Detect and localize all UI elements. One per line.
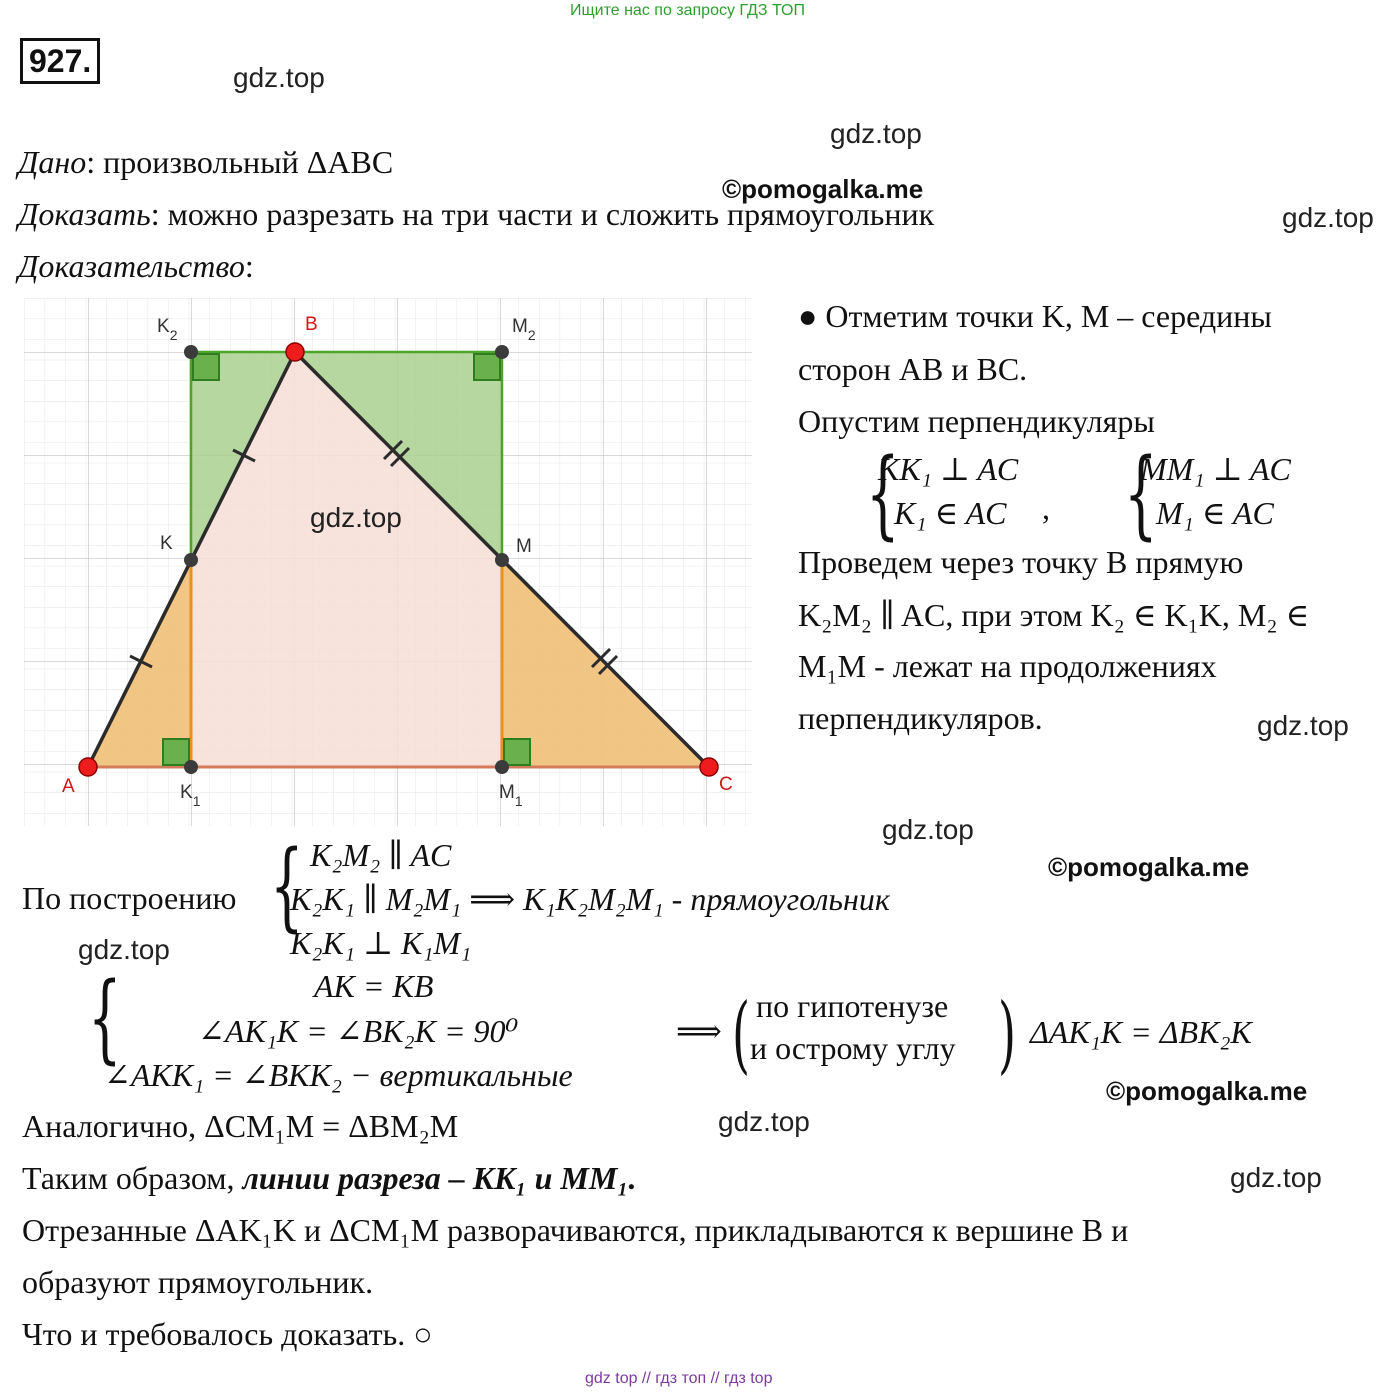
prove-line	[18, 196, 934, 233]
construction-brace: {	[270, 830, 304, 942]
label-c: C	[719, 774, 733, 795]
point-k2	[184, 345, 198, 359]
right-line-3: Опустим перпендикуляры	[798, 403, 1155, 439]
watermark-gdz: gdz.top	[1257, 710, 1349, 741]
point-c	[700, 758, 718, 776]
congruence-row-2: ∠AK₁K = ∠BK₂K = 90⁰	[198, 1013, 519, 1049]
watermark-pomogalka: ©pomogalka.me	[722, 174, 924, 204]
proof-line	[18, 248, 254, 285]
right-line-7: перпендикуляров.	[798, 700, 1043, 736]
point-k	[184, 553, 198, 567]
thus-prefix: Таким образом,	[22, 1160, 243, 1196]
system1-row2: K₁ ∈ AC	[894, 495, 1007, 531]
watermark-gdz: gdz.top	[233, 62, 325, 93]
congruence-reason-1: по гипотенузе	[756, 988, 949, 1024]
congruence-result: ΔAK₁K = ΔBK₂K	[1030, 1014, 1252, 1050]
cut-line-2: образуют прямоугольник.	[22, 1264, 374, 1300]
proof-text: :	[244, 248, 254, 284]
label-k2: $K_2$	[157, 316, 178, 343]
qed-line: Что и требовалось доказать. ○	[22, 1316, 433, 1352]
prove-label: Доказать	[18, 196, 151, 232]
label-m2: $M_2$	[512, 316, 536, 343]
given-label: Дано	[18, 144, 87, 180]
cut-line-1: Отрезанные ΔAK₁K и ΔCM₁M разворачиваются, прикладываются к вершине B и	[22, 1212, 1129, 1248]
construction-row-1: K₂M₂ ∥ AC	[310, 837, 452, 873]
paren-left: (	[732, 985, 751, 1083]
right-line-1: ● Отметим точки K, M – середины	[798, 298, 1272, 334]
congruence-row-1: AK = KB	[314, 968, 434, 1004]
system-brace-2: {	[1124, 438, 1158, 550]
watermark-gdz: gdz.top	[310, 502, 402, 533]
congruence-row-3: ∠AKK₁ = ∠BKK₂ − вертикальные	[104, 1057, 573, 1093]
construction-row-2: K₂K₁ ∥ M₂M₁ ⟹ K₁K₂M₂M₁ - прямоугольник	[290, 881, 890, 917]
watermark-gdz: gdz.top	[882, 814, 974, 845]
label-k: K	[160, 533, 173, 554]
right-line-4: Проведем через точку B прямую	[798, 544, 1244, 580]
right-line-2: сторон AB и BC.	[798, 351, 1028, 387]
system2-row2: M₁ ∈ AC	[1156, 495, 1274, 531]
congruence-reason-2: и острому углу	[750, 1030, 956, 1066]
thus-line	[22, 1160, 636, 1197]
thus-bold: линии разреза – KK₁ и MM₁.	[242, 1160, 637, 1196]
watermark-pomogalka: ©pomogalka.me	[1048, 852, 1250, 882]
watermark-gdz: gdz.top	[830, 118, 922, 149]
label-a: A	[62, 776, 75, 797]
given-text: : произвольный ΔABC	[86, 144, 394, 180]
watermark-gdz: gdz.top	[78, 934, 170, 965]
watermark-gdz: gdz.top	[718, 1106, 810, 1137]
congruence-arrow: ⟹	[676, 1013, 722, 1049]
right-angle-m2	[474, 354, 500, 380]
point-m2	[495, 345, 509, 359]
point-m1	[495, 760, 509, 774]
system2-row1: MM₁ ⊥ AC	[1140, 451, 1291, 487]
point-m	[495, 553, 509, 567]
problem-number: 927.	[20, 38, 100, 84]
watermark-gdz: gdz.top	[1230, 1162, 1322, 1193]
similar-line: Аналогично, ΔCM₁M = ΔBM₂M	[22, 1108, 459, 1144]
system-brace-1: {	[866, 438, 900, 550]
label-m: M	[516, 536, 532, 557]
paren-right: )	[998, 985, 1017, 1083]
right-line-6: M₁M - лежат на продолжениях	[798, 648, 1217, 684]
right-angle-k2	[193, 354, 219, 380]
top-banner[interactable]: Ищите нас по запросу ГДЗ ТОП	[570, 2, 805, 19]
congruence-brace: {	[88, 962, 122, 1074]
geometry-figure	[22, 293, 754, 828]
point-b	[286, 343, 304, 361]
label-m1: $M_1$	[499, 782, 523, 809]
system1-row1: KK₁ ⊥ AC	[878, 451, 1019, 487]
right-line-5: K₂M₂ ∥ AC, при этом K₂ ∈ K₁K, M₂ ∈	[798, 597, 1310, 633]
proof-label: Доказательство	[18, 248, 245, 284]
label-k1: $K_1$	[180, 782, 201, 809]
point-a	[79, 758, 97, 776]
prove-text: : можно разрезать на три части и сложить прямоугольник	[150, 196, 935, 232]
construction-row-3: K₂K₁ ⊥ K₁M₁	[290, 925, 472, 961]
right-angle-k1	[163, 739, 189, 765]
watermark-pomogalka: ©pomogalka.me	[1106, 1076, 1308, 1106]
watermark-gdz: gdz.top	[1282, 202, 1374, 233]
system-comma: ,	[1042, 490, 1050, 526]
point-k1	[184, 760, 198, 774]
construction-prefix: По построению	[22, 880, 237, 916]
right-angle-m1	[504, 739, 530, 765]
footer-links[interactable]: gdz top // гдз топ // гдз top	[585, 1370, 773, 1387]
label-b: B	[305, 314, 318, 335]
given-line	[18, 144, 393, 181]
